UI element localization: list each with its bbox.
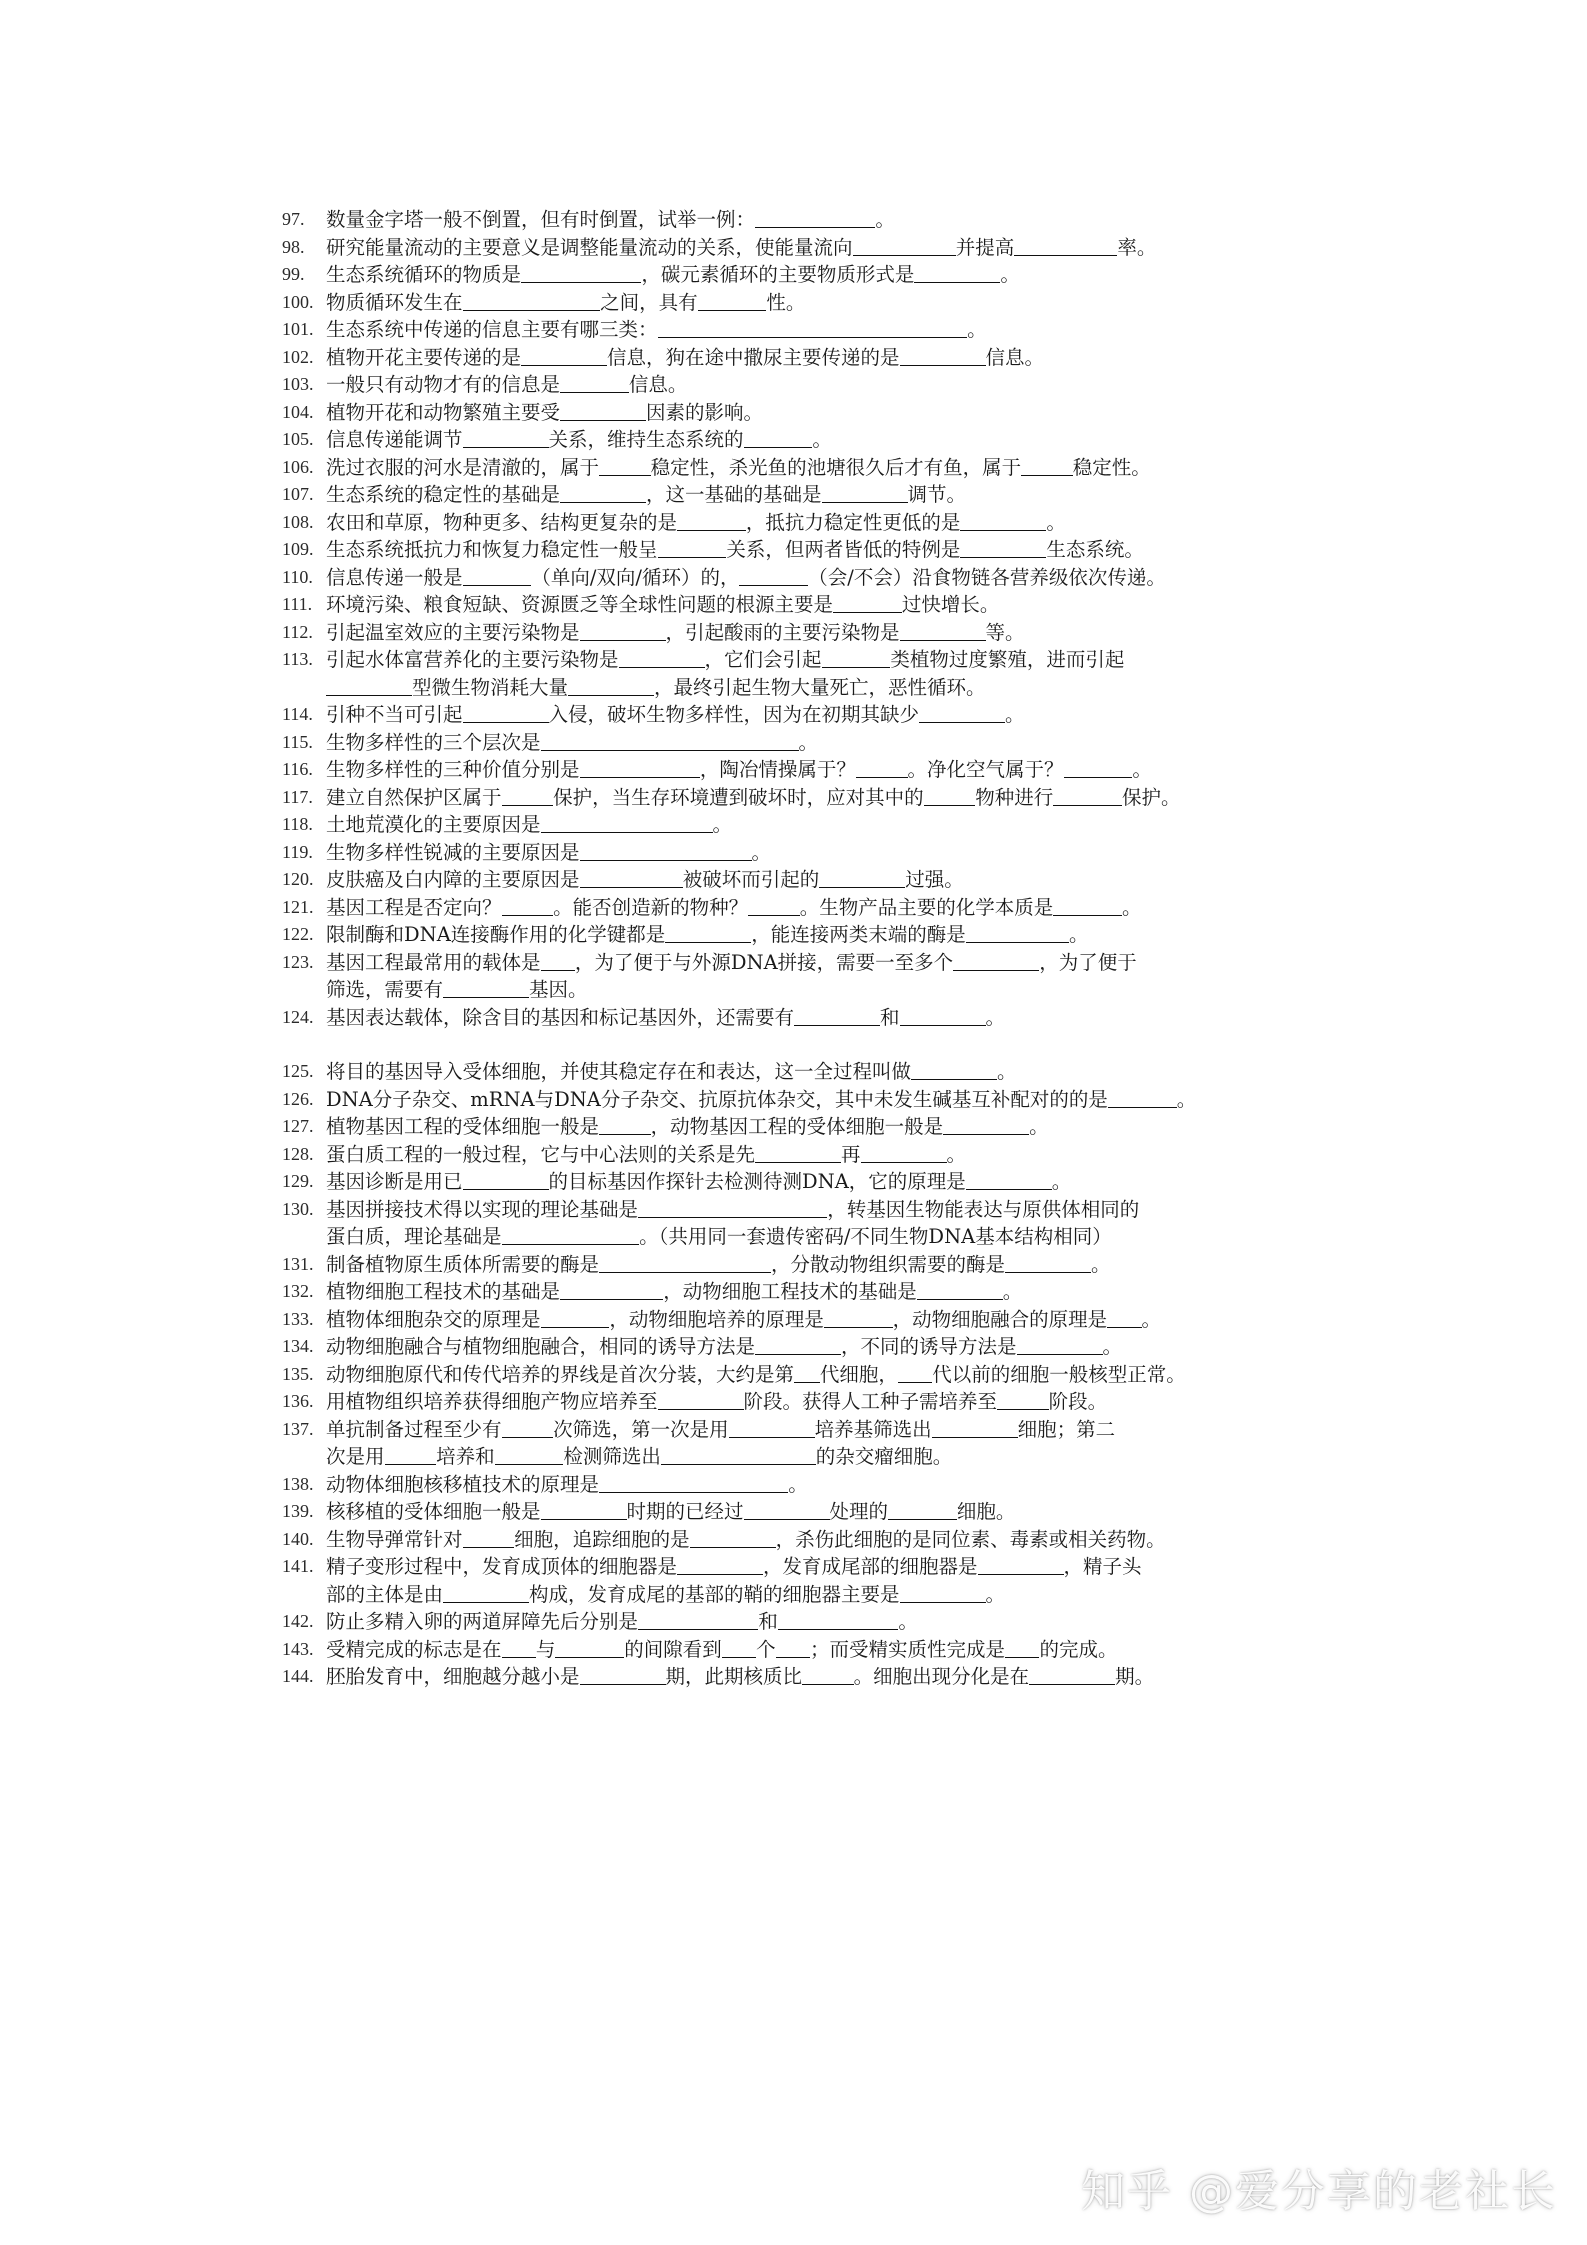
question-text: DNA分子杂交、mRNA与DNA分子杂交、抗原抗体杂交，其中未发生碱基互补配对的的是 。 (326, 1087, 1197, 1111)
question-item (282, 1471, 1327, 1499)
answer-blank[interactable] (898, 1362, 932, 1383)
question-text: 核移植的受体细胞一般是 时期的已经过 处理的 细胞。 (326, 1500, 1016, 1523)
answer-blank[interactable] (638, 1609, 758, 1630)
question-text: 植物体细胞杂交的原理是 ，动物细胞培养的原理是 ，动物细胞融合的原理是 。 (326, 1307, 1162, 1331)
question-number: 98. (282, 236, 305, 257)
question-item (282, 234, 1327, 262)
answer-blank[interactable] (580, 840, 752, 861)
question-text: 基因诊断是用已 的目标基因作探针去检测待测DNA，它的原理是 。 (326, 1170, 1072, 1193)
question-item (282, 1168, 1327, 1196)
question-number: 99. (282, 264, 305, 284)
answer-blank[interactable] (924, 785, 976, 806)
answer-blank[interactable] (502, 895, 554, 916)
question-number: 112. (282, 621, 313, 642)
answer-blank[interactable] (856, 757, 908, 778)
answer-blank[interactable] (953, 950, 1039, 971)
question-list (282, 206, 1327, 1691)
question-item (282, 481, 1327, 509)
question-number: 143. (282, 1638, 314, 1659)
question-number: 109. (282, 539, 314, 559)
question-number: 136. (282, 1391, 314, 1411)
answer-blank[interactable] (819, 867, 905, 888)
question-number: 132. (282, 1281, 314, 1301)
answer-blank[interactable] (495, 1444, 564, 1465)
question-number: 133. (282, 1308, 314, 1329)
answer-blank[interactable] (822, 647, 891, 668)
question-item (282, 344, 1327, 372)
answer-blank[interactable] (1005, 1252, 1091, 1273)
answer-blank[interactable] (560, 482, 646, 503)
answer-blank[interactable] (960, 510, 1046, 531)
answer-blank[interactable] (638, 1197, 827, 1218)
question-number: 137. (282, 1418, 314, 1439)
answer-blank[interactable] (541, 730, 799, 751)
question-number: 110. (282, 566, 313, 587)
question-text: 动物细胞融合与植物细胞融合，相同的诱导方法是 ，不同的诱导方法是 。 (326, 1335, 1123, 1358)
question-sheet (282, 206, 1327, 1691)
answer-blank[interactable] (599, 1114, 651, 1135)
answer-blank[interactable] (665, 922, 751, 943)
question-item (282, 729, 1327, 757)
answer-blank[interactable] (824, 1307, 893, 1328)
question-text: 环境污染、粮食短缺、资源匮乏等全球性问题的根源主要是 过快增长。 (326, 593, 1000, 616)
question-item (282, 839, 1327, 867)
question-item (282, 371, 1327, 399)
answer-blank[interactable] (1053, 895, 1122, 916)
answer-blank[interactable] (919, 702, 1005, 723)
answer-blank[interactable] (502, 1637, 536, 1658)
question-text: 生物多样性锐减的主要原因是 。 (326, 840, 772, 864)
question-number: 114. (282, 704, 313, 724)
answer-blank[interactable] (722, 1637, 756, 1658)
question-text: 引种不当可引起 入侵，破坏生物多样性，因为在初期其缺少 。 (326, 703, 1025, 726)
answer-blank[interactable] (555, 1637, 624, 1658)
answer-blank[interactable] (580, 620, 666, 641)
question-number: 128. (282, 1143, 314, 1164)
question-item (282, 591, 1327, 619)
answer-blank[interactable] (744, 1499, 830, 1520)
answer-blank[interactable] (541, 950, 575, 971)
question-text: 研究能量流动的主要意义是调整能量流动的关系，使能量流向 并提高 率。 (326, 235, 1157, 259)
answer-blank[interactable] (729, 1417, 815, 1438)
question-text: 蛋白质，理论基础是 。（共用同一套遗传密码/不同生物DNA基本结构相同） (326, 1225, 1112, 1248)
answer-blank[interactable] (794, 1362, 820, 1383)
question-number: 104. (282, 401, 314, 422)
question-number: 115. (282, 731, 313, 752)
answer-blank[interactable] (997, 1389, 1049, 1410)
question-item (282, 1278, 1327, 1306)
answer-blank[interactable] (914, 262, 1000, 283)
question-text: 生态系统抵抗力和恢复力稳定性一般呈 关系，但两者皆低的特例是 生态系统。 (326, 538, 1144, 561)
question-number: 144. (282, 1666, 314, 1686)
question-item (282, 1251, 1327, 1279)
question-item (282, 1113, 1327, 1141)
question-text: 蛋白质工程的一般过程，它与中心法则的关系是先 再 。 (326, 1142, 967, 1166)
answer-blank[interactable] (833, 592, 902, 613)
question-text: 部的主体是由 构成，发育成尾的基部的鞘的细胞器主要是 。 (326, 1582, 1006, 1606)
answer-blank[interactable] (599, 1252, 771, 1273)
answer-blank[interactable] (900, 1582, 986, 1603)
answer-blank[interactable] (599, 455, 651, 476)
question-text: 单抗制备过程至少有 次筛选，第一次是用 培养基筛选出 细胞；第二 (326, 1417, 1116, 1441)
question-number: 122. (282, 924, 314, 944)
answer-blank[interactable] (755, 1142, 841, 1163)
question-text: 制备植物原生质体所需要的酶是 ，分散动物组织需要的酶是 。 (326, 1252, 1111, 1276)
question-text: 引起水体富营养化的主要污染物是 ，它们会引起 类植物过度繁殖，进而引起 (326, 648, 1125, 671)
answer-blank[interactable] (541, 1307, 610, 1328)
answer-blank[interactable] (568, 675, 654, 696)
question-item (282, 206, 1327, 234)
answer-blank[interactable] (744, 427, 813, 448)
question-number: 130. (282, 1198, 314, 1219)
question-number: 101. (282, 319, 314, 339)
answer-blank[interactable] (960, 537, 1046, 558)
question-item (282, 454, 1327, 482)
answer-blank[interactable] (502, 1224, 640, 1245)
question-number: 141. (282, 1556, 314, 1576)
answer-blank[interactable] (580, 867, 683, 888)
question-item (282, 811, 1327, 839)
answer-blank[interactable] (861, 1142, 947, 1163)
question-number: 123. (282, 951, 314, 972)
question-number: 134. (282, 1336, 314, 1356)
question-item (282, 756, 1327, 784)
answer-blank[interactable] (900, 1005, 986, 1026)
answer-blank[interactable] (502, 1417, 554, 1438)
question-text: 生物多样性的三个层次是 。 (326, 730, 819, 754)
question-text: 型微生物消耗大量 ，最终引起生物大量死亡，恶性循环。 (282, 674, 1327, 702)
question-text: 用植物组织培养获得细胞产物应培养至 阶段。获得人工种子需培养至 阶段。 (326, 1390, 1108, 1413)
answer-blank[interactable] (1053, 785, 1122, 806)
question-item (282, 701, 1327, 729)
question-number: 124. (282, 1006, 314, 1027)
question-number: 105. (282, 429, 314, 449)
question-item (282, 1636, 1327, 1664)
question-text: 信息传递一般是 （单向/双向/循环）的， （会/不会）沿食物链各营养级依次传递。 (326, 565, 1166, 589)
question-item (282, 1306, 1327, 1334)
answer-blank[interactable] (326, 675, 412, 696)
question-text: 生物多样性的三种价值分别是 ，陶冶情操属于？ 。净化空气属于？ 。 (326, 758, 1152, 781)
question-number: 108. (282, 511, 314, 532)
answer-blank[interactable] (966, 922, 1069, 943)
question-continuation (282, 1223, 1327, 1251)
question-item (282, 1333, 1327, 1361)
answer-blank[interactable] (698, 290, 767, 311)
question-text: 建立自然保护区属于 保护，当生存环境遭到破坏时，应对其中的 物种进行 保护。 (326, 785, 1181, 809)
question-continuation (282, 976, 1327, 1004)
question-item (282, 1141, 1327, 1169)
answer-blank[interactable] (463, 565, 532, 586)
question-text: 胚胎发育中，细胞越分越小是 期，此期核质比 。细胞出现分化是在 期。 (326, 1665, 1155, 1688)
question-text: 信息传递能调节 关系，维持生态系统的 。 (326, 428, 832, 451)
question-item (282, 509, 1327, 537)
question-text: 物质循环发生在 之间，具有 性。 (326, 290, 806, 314)
question-text: 植物开花和动物繁殖主要受 因素的影响。 (326, 400, 764, 424)
answer-blank[interactable] (580, 757, 700, 778)
answer-blank[interactable] (776, 1637, 810, 1658)
answer-blank[interactable] (502, 785, 554, 806)
question-text: 植物开花主要传递的是 信息，狗在途中撒尿主要传递的是 信息。 (326, 345, 1045, 369)
question-item (282, 1526, 1327, 1554)
question-text: 生态系统的稳定性的基础是 ，这一基础的基础是 调节。 (326, 483, 967, 506)
question-text: 农田和草原，物种更多、结构更复杂的是 ，抵抗力稳定性更低的是 。 (326, 510, 1066, 534)
question-number: 117. (282, 786, 313, 807)
question-text: 生物导弹常针对 细胞，追踪细胞的是 ，杀伤此细胞的是同位素、毒素或相关药物。 (326, 1527, 1166, 1551)
answer-blank[interactable] (560, 400, 646, 421)
question-text: 基因工程是否定向？ 。能否创造新的物种？ 。生物产品主要的化学本质是 。 (326, 895, 1142, 919)
question-number: 100. (282, 291, 314, 312)
question-number: 139. (282, 1501, 314, 1521)
question-number: 138. (282, 1473, 314, 1494)
answer-blank[interactable] (385, 1444, 437, 1465)
answer-blank[interactable] (521, 262, 641, 283)
answer-blank[interactable] (978, 1554, 1064, 1575)
answer-blank[interactable] (794, 1005, 880, 1026)
question-text: 动物细胞原代和传代培养的界线是首次分装，大约是第 代细胞， 代以前的细胞一般核型正常。 (326, 1362, 1186, 1386)
question-item (282, 426, 1327, 454)
zhihu-watermark: 知乎 @爱分享的老社长 (1081, 2166, 1557, 2217)
question-item (282, 1553, 1327, 1581)
question-text: 限制酶和DNA连接酶作用的化学键都是 ，能连接两类末端的酶是 。 (326, 923, 1089, 946)
answer-blank[interactable] (690, 1527, 776, 1548)
answer-blank[interactable] (1108, 1087, 1177, 1108)
question-text: 次是用 培养和 检测筛选出 的杂交瘤细胞。 (326, 1445, 953, 1468)
question-item (282, 1361, 1327, 1389)
question-text: 生态系统循环的物质是 ，碳元素循环的主要物质形式是 。 (326, 263, 1020, 286)
answer-blank[interactable] (463, 427, 549, 448)
answer-blank[interactable] (966, 1169, 1052, 1190)
question-number: 97. (282, 209, 305, 229)
question-item (282, 1663, 1327, 1691)
question-item (282, 784, 1327, 812)
answer-blank[interactable] (911, 1059, 997, 1080)
question-item (282, 619, 1327, 647)
question-text: 将目的基因导入受体细胞，并使其稳定存在和表达，这一全过程叫做 。 (326, 1060, 1017, 1083)
answer-blank[interactable] (541, 812, 713, 833)
question-item (282, 1086, 1327, 1114)
answer-blank[interactable] (560, 1279, 663, 1300)
question-number: 120. (282, 869, 314, 889)
answer-blank[interactable] (677, 1554, 763, 1575)
question-continuation (282, 674, 1327, 702)
answer-blank[interactable] (1107, 1307, 1141, 1328)
answer-blank[interactable] (619, 647, 705, 668)
answer-blank[interactable] (1029, 1664, 1115, 1685)
answer-blank[interactable] (900, 345, 986, 366)
question-text: 筛选，需要有 基因。 (326, 978, 588, 1001)
question-text: 一般只有动物才有的信息是 信息。 (326, 373, 688, 396)
question-number: 121. (282, 896, 314, 917)
question-item (282, 536, 1327, 564)
question-item (282, 564, 1327, 592)
answer-blank[interactable] (1005, 1637, 1039, 1658)
question-text: 植物基因工程的受体细胞一般是 ，动物基因工程的受体细胞一般是 。 (326, 1115, 1049, 1138)
question-item (282, 399, 1327, 427)
question-continuation (282, 1443, 1327, 1471)
answer-blank[interactable] (658, 1389, 744, 1410)
answer-blank[interactable] (580, 1664, 666, 1685)
answer-blank[interactable] (521, 345, 607, 366)
answer-blank[interactable] (599, 1472, 788, 1493)
question-number: 125. (282, 1061, 314, 1081)
answer-blank[interactable] (661, 1444, 816, 1465)
question-number: 106. (282, 456, 314, 477)
question-item (282, 316, 1327, 344)
answer-blank[interactable] (463, 1527, 515, 1548)
answer-blank[interactable] (541, 1499, 627, 1520)
question-number: 118. (282, 814, 313, 834)
answer-blank[interactable] (778, 1609, 898, 1630)
question-text: 数量金字塔一般不倒置，但有时倒置，试举一例： 。 (326, 208, 895, 231)
answer-blank[interactable] (658, 317, 968, 338)
question-item (282, 1388, 1327, 1416)
question-text: 动物体细胞核移植技术的原理是 。 (326, 1472, 808, 1496)
answer-blank[interactable] (560, 372, 629, 393)
question-number: 127. (282, 1116, 314, 1136)
question-item (282, 1004, 1327, 1032)
question-item (282, 646, 1327, 674)
answer-blank[interactable] (900, 620, 986, 641)
question-number: 131. (282, 1253, 314, 1274)
answer-blank[interactable] (463, 290, 601, 311)
answer-blank[interactable] (853, 235, 956, 256)
answer-blank[interactable] (1021, 455, 1073, 476)
answer-blank[interactable] (463, 702, 549, 723)
question-number: 111. (282, 594, 313, 614)
answer-blank[interactable] (943, 1114, 1029, 1135)
answer-blank[interactable] (888, 1499, 957, 1520)
question-text: 植物细胞工程技术的基础是 ，动物细胞工程技术的基础是 。 (326, 1280, 1023, 1303)
question-number: 140. (282, 1528, 314, 1549)
question-continuation (282, 1581, 1327, 1609)
question-number: 103. (282, 374, 314, 394)
question-text: 土地荒漠化的主要原因是 。 (326, 813, 733, 836)
question-number: 119. (282, 841, 313, 862)
question-text: 皮肤癌及白内障的主要原因是 被破坏而引起的 过强。 (326, 868, 964, 891)
question-number: 116. (282, 759, 313, 779)
question-text: 基因拼接技术得以实现的理论基础是 ，转基因生物能表达与原供体相同的 (326, 1197, 1140, 1221)
question-number: 113. (282, 649, 313, 669)
question-text: 引起温室效应的主要污染物是 ，引起酸雨的主要污染物是 等。 (326, 620, 1025, 644)
answer-blank[interactable] (739, 565, 808, 586)
question-item (282, 894, 1327, 922)
answer-blank[interactable] (755, 1334, 841, 1355)
answer-blank[interactable] (802, 1664, 854, 1685)
answer-blank[interactable] (917, 1279, 1003, 1300)
question-text: 防止多精入卵的两道屏障先后分别是 和 。 (326, 1610, 918, 1633)
answer-blank[interactable] (463, 1169, 549, 1190)
question-number: 129. (282, 1171, 314, 1191)
answer-blank[interactable] (755, 207, 875, 228)
question-text: 精子变形过程中，发育成顶体的细胞器是 ，发育成尾部的细胞器是 ，精子头 (326, 1555, 1142, 1578)
question-number: 102. (282, 346, 314, 367)
answer-blank[interactable] (932, 1417, 1018, 1438)
answer-blank[interactable] (1064, 757, 1133, 778)
question-item (282, 921, 1327, 949)
question-number: 135. (282, 1363, 314, 1384)
answer-blank[interactable] (677, 510, 746, 531)
question-number: 126. (282, 1088, 314, 1109)
answer-blank[interactable] (822, 482, 908, 503)
question-item (282, 1498, 1327, 1526)
question-number: 142. (282, 1611, 314, 1631)
question-item (282, 261, 1327, 289)
question-item (282, 866, 1327, 894)
question-text: 受精完成的标志是在 与 的间隙看到 个 ；而受精实质性完成是 的完成。 (326, 1637, 1118, 1661)
question-item (282, 289, 1327, 317)
question-text: 基因工程最常用的载体是 ，为了便于与外源DNA拼接，需要一至多个 ，为了便于 (326, 950, 1137, 974)
question-item (282, 1058, 1327, 1086)
answer-blank[interactable] (1017, 1334, 1103, 1355)
question-item (282, 1608, 1327, 1636)
answer-blank[interactable] (748, 895, 800, 916)
question-text: 基因表达载体，除含目的基因和标记基因外，还需要有 和 。 (326, 1005, 1006, 1029)
answer-blank[interactable] (443, 1582, 529, 1603)
question-item (282, 1416, 1327, 1444)
answer-blank[interactable] (1014, 235, 1117, 256)
answer-blank[interactable] (443, 977, 529, 998)
answer-blank[interactable] (658, 537, 727, 558)
question-item (282, 949, 1327, 977)
question-number: 107. (282, 484, 314, 504)
question-text: 生态系统中传递的信息主要有哪三类： 。 (326, 318, 987, 341)
question-item (282, 1196, 1327, 1224)
question-text: 洗过衣服的河水是清澈的，属于 稳定性，杀光鱼的池塘很久后才有鱼，属于 稳定性。 (326, 455, 1151, 479)
